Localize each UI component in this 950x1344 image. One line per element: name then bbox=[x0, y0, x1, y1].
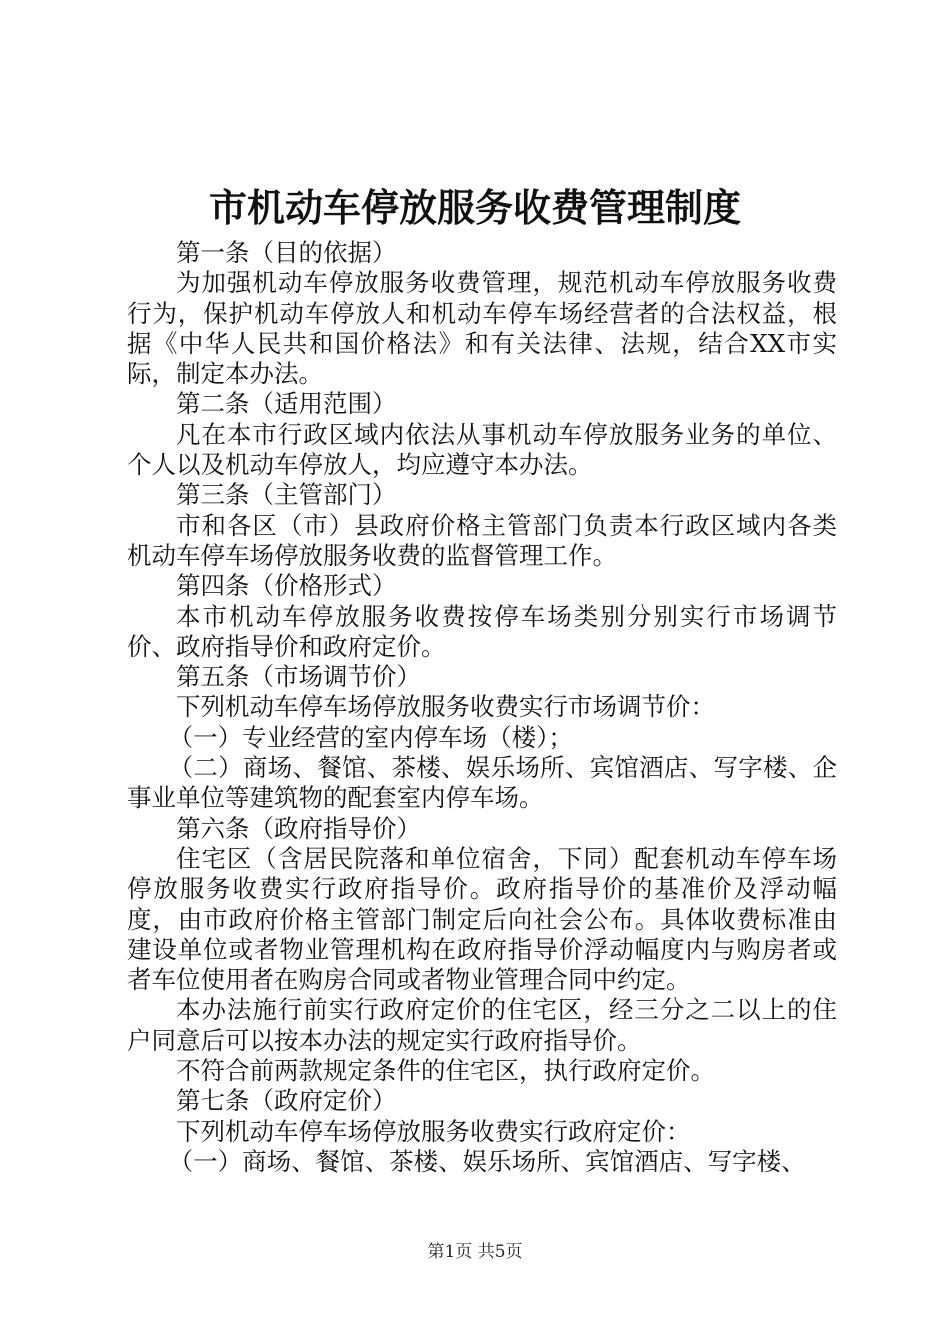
paragraph: 下列机动车停车场停放服务收费实行市场调节价： bbox=[176, 692, 715, 722]
list-item: （二）商场、餐馆、茶楼、娱乐场所、宾馆酒店、写字楼、企事业单位等建筑物的配套室内停车场。 bbox=[127, 753, 837, 813]
article-heading: 第四条（价格形式） bbox=[176, 571, 397, 601]
article-heading: 第六条（政府指导价） bbox=[176, 813, 421, 843]
list-item: （一）专业经营的室内停车场（楼）； bbox=[168, 722, 573, 752]
article-heading: 第三条（主管部门） bbox=[176, 480, 397, 510]
document-body bbox=[127, 238, 837, 1177]
paragraph: 市和各区（市）县政府价格主管部门负责本行政区域内各类机动车停车场停放服务收费的监督管理工作。 bbox=[127, 510, 837, 570]
article-heading: 第五条（市场调节价） bbox=[176, 662, 421, 692]
article-heading: 第二条（适用范围） bbox=[176, 389, 397, 419]
paragraph: 凡在本市行政区域内依法从事机动车停放服务业务的单位、个人以及机动车停放人，均应遵守本办法。 bbox=[127, 419, 837, 480]
article-heading: 第七条（政府定价） bbox=[176, 1086, 397, 1116]
paragraph: 下列机动车停车场停放服务收费实行政府定价： bbox=[176, 1116, 691, 1146]
article-heading: 第一条（目的依据） bbox=[176, 238, 397, 267]
paragraph: 住宅区（含居民院落和单位宿舍，下同）配套机动车停车场停放服务收费实行政府指导价。政府指导价的基准价及浮动幅度，由市政府价格主管部门制定后向社会公布。具体收费标准由建设单位或者物业管理机构在政府指导价浮动幅度内与购房者或者车位使用者在购房合同或者物业管理合同中约定。 bbox=[127, 843, 837, 995]
document-title: 市机动车停放服务收费管理制度 bbox=[208, 185, 741, 230]
paragraph: 不符合前两款规定条件的住宅区，执行政府定价。 bbox=[176, 1056, 715, 1086]
paragraph: 本办法施行前实行政府定价的住宅区，经三分之二以上的住户同意后可以按本办法的规定实行政府指导价。 bbox=[127, 995, 837, 1055]
list-item: （一）商场、餐馆、茶楼、娱乐场所、宾馆酒店、写字楼、 bbox=[168, 1146, 806, 1176]
page-number-footer: 第1页 共5页 bbox=[427, 1242, 523, 1262]
paragraph: 为加强机动车停放服务收费管理，规范机动车停放服务收费行为，保护机动车停放人和机动车停车场经营者的合法权益，根据《中华人民共和国价格法》和有关法律、法规，结合XX市实际，制定本办法。 bbox=[127, 268, 837, 389]
paragraph: 本市机动车停放服务收费按停车场类别分别实行市场调节价、政府指导价和政府定价。 bbox=[127, 601, 837, 661]
